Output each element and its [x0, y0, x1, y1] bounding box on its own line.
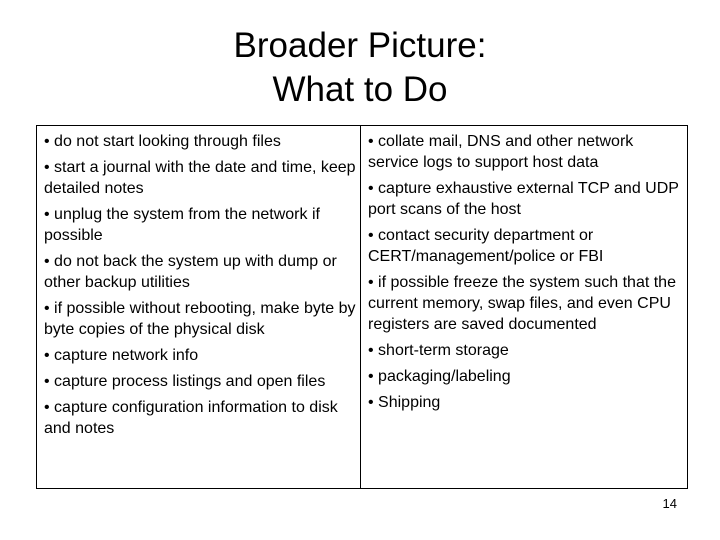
right-bullet-4: • if possible freeze the system such that the current memory, swap files, and even CPU registers are saved documented — [368, 274, 676, 333]
left-bullet-7: • capture process listings and open files — [44, 373, 326, 390]
left-bullet-1: • do not start looking through files — [44, 133, 281, 150]
content-table — [36, 125, 688, 489]
right-column — [361, 126, 687, 488]
left-bullet-5: • if possible without rebooting, make byte by byte copies of the physical disk — [44, 300, 356, 338]
right-bullet-7: • Shipping — [368, 394, 441, 411]
left-bullet-2: • start a journal with the date and time, keep detailed notes — [44, 159, 356, 197]
left-column — [37, 126, 361, 488]
left-bullet-6: • capture network info — [44, 347, 199, 364]
right-bullet-6: • packaging/labeling — [368, 368, 511, 385]
left-bullet-3: • unplug the system from the network if possible — [44, 206, 320, 244]
left-bullet-4: • do not back the system up with dump or other backup utilities — [44, 253, 337, 291]
left-bullet-8: • capture configuration information to disk and notes — [44, 399, 338, 437]
right-bullet-1: • collate mail, DNS and other network service logs to support host data — [368, 133, 634, 171]
page-number: 14 — [662, 496, 677, 511]
right-bullet-5: • short-term storage — [368, 342, 509, 359]
right-bullet-2: • capture exhaustive external TCP and UDP port scans of the host — [368, 180, 679, 218]
slide-title — [0, 24, 720, 112]
title-line-1: Broader Picture: — [233, 26, 487, 65]
title-line-2: What to Do — [272, 70, 448, 109]
right-bullet-3: • contact security department or CERT/management/police or FBI — [368, 227, 604, 265]
